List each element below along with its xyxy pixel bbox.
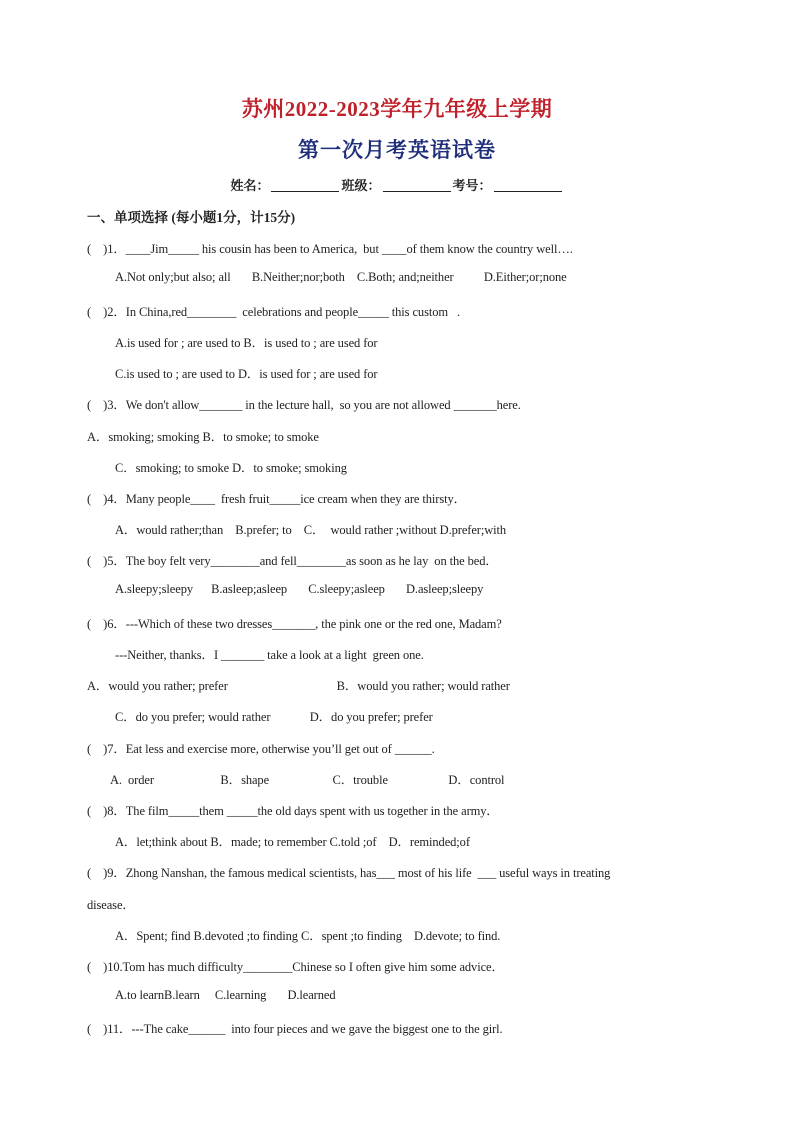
class-blank[interactable] (383, 178, 451, 192)
question-1-options: A.Not only;but also; all B.Neither;nor;both C.Both; and;neither D.Either;or;none (115, 270, 567, 284)
question-10-options: A.to learnB.learn C.learning D.learned (115, 988, 336, 1002)
question-2: ( )2．In China,red________ celebrations and people_____ this custom . (87, 305, 461, 319)
name-blank[interactable] (271, 178, 339, 192)
question-7: ( )7．Eat less and exercise more, otherwise you’ll get out of ______. (87, 742, 435, 756)
question-6-reply: ---Neither, thanks．I _______ take a look at a light green one. (115, 648, 424, 662)
name-label: 姓名： (230, 178, 270, 193)
question-9-options: A．Spent; find B.devoted ;to finding C．spent ;to finding D.devote; to find. (115, 929, 501, 943)
question-8: ( )8．The film_____them _____the old days spent with us together in the army． (87, 804, 499, 818)
exam-title: 苏州2022-2023学年九年级上学期 (241, 97, 553, 121)
question-3: ( )3．We don't allow_______ in the lecture hall, so you are not allowed _______here. (87, 398, 521, 412)
question-3-options-ab: A．smoking; smoking B．to smoke; to smoke (87, 430, 319, 444)
question-10: ( )10.Tom has much difficulty________Chinese so I often give him some advice． (87, 960, 504, 974)
question-5: ( )5．The boy felt very________and fell________as soon as he lay on the bed． (87, 554, 498, 568)
section-heading: 一、单项选择 (每小题1分，计15分) (87, 210, 296, 225)
question-6-options-ab: A．would you rather; prefer B．would you rather; would rather (87, 679, 510, 693)
question-11: ( )11．---The cake______ into four pieces and we gave the biggest one to the girl. (87, 1022, 503, 1036)
question-4: ( )4．Many people____ fresh fruit_____ice cream when they are thirsty． (87, 492, 467, 506)
question-2-options-cd: C.is used to ; are used to D．is used for ; are used for (115, 367, 378, 381)
question-3-options-cd: C．smoking; to smoke D．to smoke; smoking (115, 461, 347, 475)
question-9: ( )9．Zhong Nanshan, the famous medical scientists, has___ most of his life ___ useful ways in treating (87, 866, 611, 880)
exam-subtitle: 第一次月考英语试卷 (298, 138, 496, 162)
question-6: ( )6．---Which of these two dresses_______, the pink one or the red one, Madam? (87, 617, 502, 631)
question-1: ( )1．____Jim_____ his cousin has been to America, but ____of them know the country well…. (87, 242, 573, 256)
question-8-options: A．let;think about B．made; to remember C.told ;of D．reminded;of (115, 835, 470, 849)
question-9-continued: disease． (87, 898, 135, 912)
exam-no-blank[interactable] (494, 178, 562, 192)
student-info-row (0, 175, 794, 194)
question-2-options-ab: A.is used for ; are used to B．is used to ; are used for (115, 336, 378, 350)
question-7-options: A. order B．shape C．trouble D．control (110, 773, 505, 787)
question-4-options: A．would rather;than B.prefer; to C． would rather ;without D.prefer;with (115, 523, 507, 537)
class-label: 班级： (341, 178, 381, 193)
question-6-options-cd: C．do you prefer; would rather D．do you prefer; prefer (115, 710, 433, 724)
question-5-options: A.sleepy;sleepy B.asleep;asleep C.sleepy;asleep D.asleep;sleepy (115, 582, 484, 596)
exam-no-label: 考号： (452, 178, 492, 193)
